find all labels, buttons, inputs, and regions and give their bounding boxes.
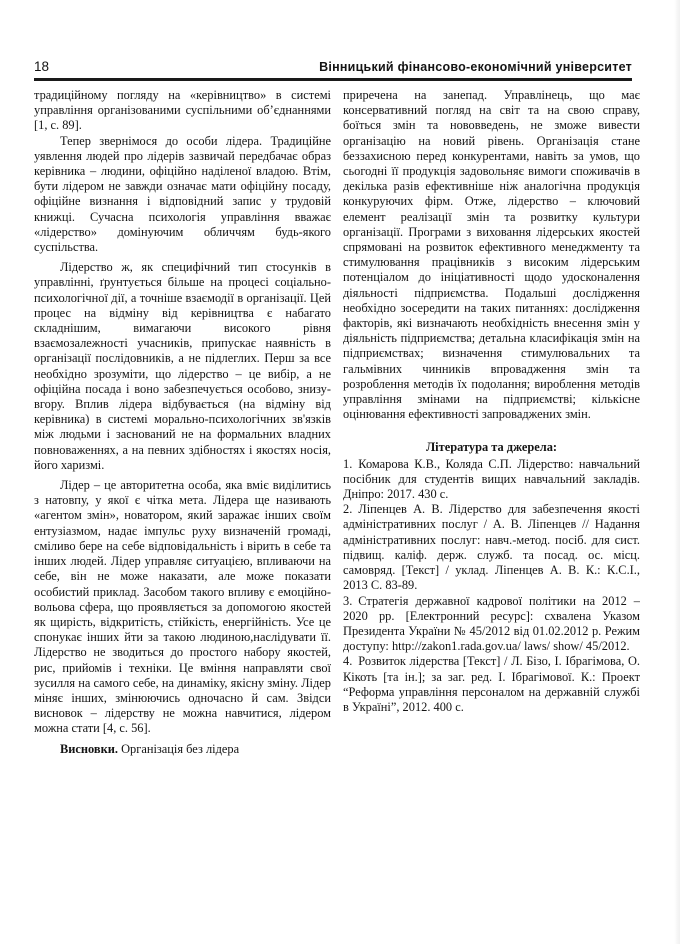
reference-item [343,594,640,655]
reference-item [343,654,640,715]
scan-shadow-edge [674,0,680,944]
paragraph-leadership-relations: Лідерство ж, як специфічний тип стосунків в управлінні, ґрунтується більше на процесі соціально-психологічної дії, а точніше взаємодії в організації. Цей процес на відміну від керівництва є набагато складнішим, вимагаючи високого рівня взаємозалежності учасників, припускає наявність в організації послідовників, а не підлеглих. Перш за все необхідно зрозуміти, що лідерство – це вибір, а не офіційна посада і воно забезпечується особово, знизу-вгору. Вплив лідера відбувається (на відміну від керівника) в системі морально-психологічних зв'язків між людьми і заснований не на формальних владних повноваженнях, а на певних здібностях і якостях носія, його харизмі. [34,260,331,472]
reference-text: Комарова К.В., Коляда С.П. Лідерство: навчальний посібник для студентів вищих навчальний закладів. Дніпро: 2017. 430 с. [343,456,640,502]
reference-item [343,502,640,593]
paragraph-conclusions-continued: приречена на занепад. Управлінець, що має консервативний погляд на світ та на свою справу, боїться змін та нововведень, не зможе вивести організацію на новий рівень. Організація стане беззахисною перед конкурентами, навіть за умов, що сьогодні її продукція задовольняє вимоги споживачів в декілька разів ефективніше ніж аналогічна продукція конкуруючих фірм. Отже, лідерство – ключовий елемент реалізації змін та розвитку культури організації. Програми з виховання лідерських якостей спрямовані на розвиток ефективного менеджменту та стимулювання працівників з високим лідерським потенціалом до ініціативності щодо удосконалення діяльності підприємства. Подальші дослідження необхідно зосередити на таких питаннях: дослідження факторів, які визначають необхідність внесення змін у діяльність підприємства; детальна класифікація змін на підприємствах; визначення стимулювальних та гальмівних чинників впровадження змін та розроблення методів їх подолання; вироблення методів управління змінами на підприємстві; кількісне оцінювання ефективності запроваджених змін. [343,88,640,422]
paragraph-leader-qualities: Лідер – це авторитетна особа, яка вміє виділитись з натовпу, у якої є чітка мета. Лідера ще називають «агентом змін», новатором, який заражає інших своїм ентузіазмом, надає імпульс руху визначеній громаді, сміливо бере на себе відповідальність і вірить в себе та інших людей. Лідер управляє ситуацією, впливаючи на себе, він не може наказати, але може показати особистий приклад. Засобом такого впливу є емоційно-вольова сфера, що проявляється за допомогою якостей як щирість, відкритість, стійкість, енергійність. Усе це спонукає інших йти за такою людиною,наслідувати її. Лідерство не зводиться до простого набору якостей, рис, прийомів і техніки. Це вміння направляти свої зусилля на самого себе, на динаміку, якісну зміну. Лідер міняє інших, змінюючись одночасно й сам. Звідси висновок – лідерству не можна навчитися, лідером можна стати [4, с. 56]. [34,478,331,736]
reference-text: Ліпенцев А. В. Лідерство для забезпечення якості адміністративних послуг / А. В. Ліпенцев // Надання адміністративних послуг: навч.-метод. посіб. для сист. підвищ. каліф. держ. служб. та посад. ос. місц. самовряд. [Текст] / уклад. Ліпенцев А. В. К.: К.С.І., 2013 С. 83-89. [343,502,640,593]
reference-item [343,457,640,503]
reference-text: Розвиток лідерства [Текст] / Л. Бізо, І. Ібрагімова, О. Кікоть [та ін.]; за заг. ред. І. Ібрагімової. К.: Проект “Реформа управління персоналом на державній службі в Україні”, 2012. 400 с. [343,654,640,714]
running-header [34,58,632,81]
reference-number: 3. [343,593,353,608]
right-text-column [343,88,640,818]
left-text-column [34,88,331,818]
reference-number: 1. [343,456,353,471]
paragraph-leader-image: Тепер звернімося до особи лідера. Традиційне уявлення людей про лідерів зазвичай передбачає образ керівника – людини, офіційно наділеної владою. Втім, бути лідером не завжди означає мати офіційну посаду, офіційне визнання і відповідний запис у трудовій книжці. Сучасна психологія управління вважає «лідерство» домінуючим обличчям будь-якого суспільства. [34,133,331,255]
conclusions-heading: Висновки. [60,741,118,756]
page-number: 18 [34,59,50,74]
paragraph-conclusions-start [34,742,331,757]
reference-text: Стратегія державної кадрової політики на 2012 – 2020 рр. [Електронний ресурс]: схвалена Указом Президента України № 45/2012 від 01.02.2012 р. Режим доступу: http://zakon1.rada.gov.ua/ laws/ show/ 45/2012. [343,593,640,654]
paragraph-continuation: традиційному погляду на «керівництво» в системі управління організованими суспільними об’єднаннями [1, с. 89]. [34,88,331,133]
journal-title: Вінницький фінансово-економічний університет [319,60,632,74]
references-list [343,457,640,715]
reference-number: 4. [343,654,353,669]
conclusions-text: Організація без лідера [118,741,240,756]
reference-number: 2. [343,502,353,517]
references-heading: Література та джерела: [425,440,558,455]
